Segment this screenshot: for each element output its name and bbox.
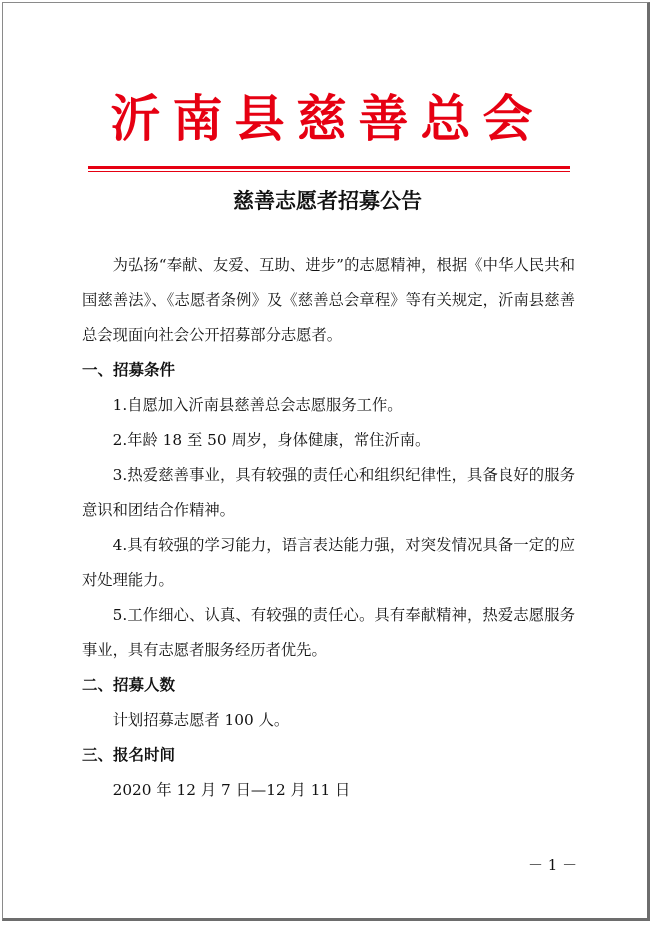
quota-text: 计划招募志愿者 100 人。: [112, 711, 290, 729]
condition-item: 1.自愿加入沂南县慈善总会志愿服务工作。: [112, 396, 403, 414]
condition-item: 5.工作细心、认真、有较强的责任心。具有奉献精神，热爱志愿服务事业，具有志愿者服务经历者优先。: [82, 606, 575, 659]
document-body: [82, 248, 575, 808]
section-heading-conditions: 一、招募条件: [82, 361, 176, 379]
document-title: 慈善志愿者招募公告: [233, 189, 422, 213]
organization-header: 沂南县慈善总会: [110, 89, 545, 148]
section-heading-quota: 二、招募人数: [82, 676, 176, 694]
header-red-rule-thin: [88, 171, 570, 172]
condition-item: 2.年龄 18 至 50 周岁，身体健康，常住沂南。: [112, 431, 431, 449]
condition-item: 3.热爱慈善事业，具有较强的责任心和组织纪律性，具备良好的服务意识和团结合作精神。: [82, 466, 575, 519]
registration-time-text: 2020 年 12 月 7 日—12 月 11 日: [112, 781, 351, 799]
condition-item: 4.具有较强的学习能力，语言表达能力强，对突发情况具备一定的应对处理能力。: [82, 536, 575, 589]
page-number: － 1 －: [528, 856, 578, 874]
intro-paragraph: 为弘扬“奉献、友爱、互助、进步”的志愿精神，根据《中华人民共和国慈善法》、《志愿者条例》及《慈善总会章程》等有关规定，沂南县慈善总会现面向社会公开招募部分志愿者。: [82, 256, 575, 344]
header-red-rule-thick: [88, 166, 570, 169]
section-heading-registration-time: 三、报名时间: [82, 746, 176, 764]
